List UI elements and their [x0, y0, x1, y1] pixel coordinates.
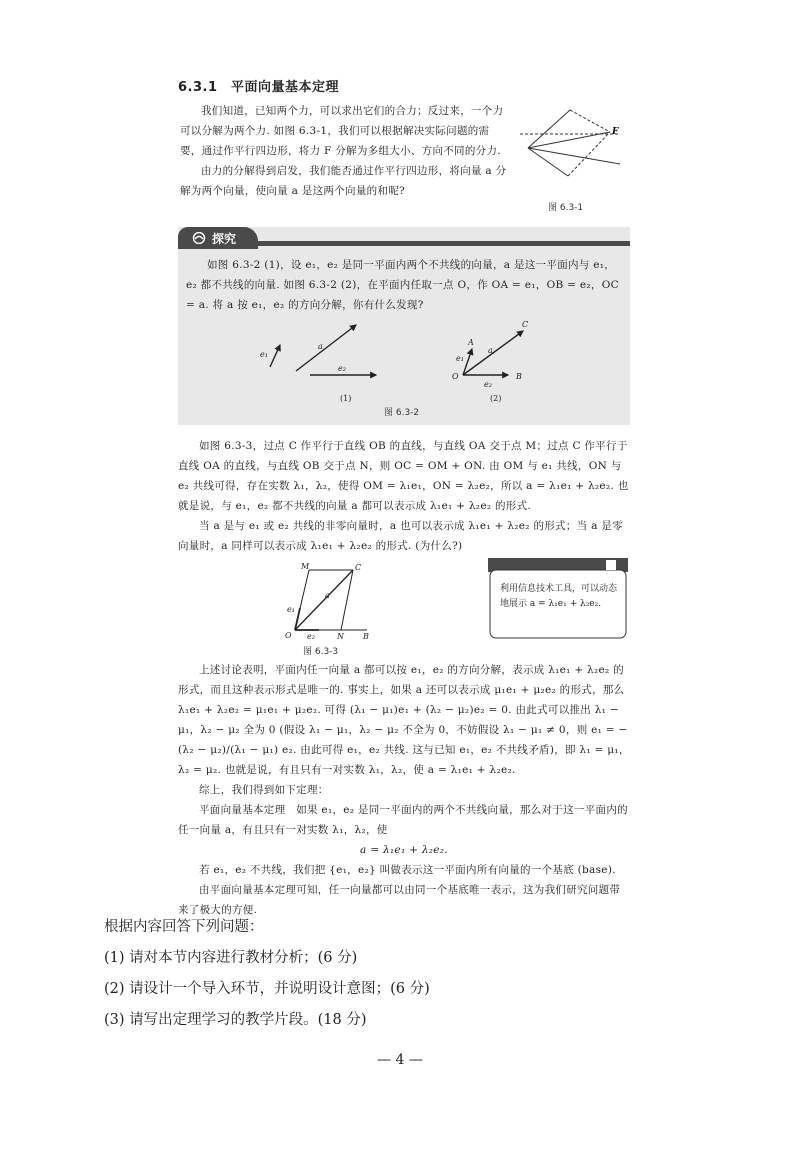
component-down-line	[528, 148, 568, 176]
intro-text	[180, 101, 510, 201]
body-text-2	[178, 436, 630, 556]
vector-a-left	[296, 325, 356, 371]
label-e2-right: e₂	[484, 380, 492, 389]
explore-box	[178, 227, 630, 425]
label-point-b: B	[516, 372, 522, 381]
figure-6-3-3	[283, 560, 373, 640]
explore-tab	[178, 227, 258, 249]
vector-oc	[295, 570, 353, 630]
label-f: F	[612, 127, 619, 137]
side-note-text: 利用信息技术工具，可以动态地展示 a = λ₁e₁ + λ₂e₂.	[500, 584, 618, 609]
label-n: N	[337, 632, 344, 640]
component-right-line	[528, 148, 620, 164]
theorem-equation: a = λ₁e₁ + λ₂e₂.	[360, 844, 448, 856]
page-number: — 4 —	[377, 1052, 423, 1068]
label-point-o: O	[452, 372, 459, 381]
intro-paragraph-2: 由力的分解得到启发，我们能否通过作平行四边形，将向量 a 分解为两个向量，使向量 a 是这两个向量的和呢?	[180, 165, 507, 197]
label-a-left: a	[318, 342, 323, 351]
explore-paragraph: 如图 6.3-2 (1)，设 e₁，e₂ 是同一平面内两个不共线的向量，a 是这一平面内与 e₁，e₂ 都不共线的向量. 如图 6.3-2 (2)，在平面内任取一点 O，作 OA = e₁，OB = e₂，OC = a. 将 a 按 e₁，e₂ 的方向分解，你有什么发现?	[186, 259, 619, 311]
body3-paragraph-2: 综上，我们得到如下定理：	[199, 784, 329, 796]
body2-paragraph-2: 当 a 是与 e₁ 或 e₂ 共线的非零向量时，a 也可以表示成 λ₁e₁ + λ₂e₂ 的形式；当 a 是零向量时，a 同样可以表示成 λ₁e₁ + λ₂e₂ 的形式. (为什么?)	[178, 520, 623, 552]
parallelogram-dash-top	[570, 110, 610, 132]
theorem-statement: 平面向量基本定理 如果 e₁，e₂ 是同一平面内的两个不共线向量，那么对于这一平面内的任一向量 a，有且只有一对实数 λ₁，λ₂，使	[178, 804, 628, 836]
questions-intro: 根据内容回答下列问题：	[104, 919, 264, 935]
explore-icon	[192, 232, 206, 244]
line-cn	[341, 570, 353, 630]
body3-paragraph-5: 由平面向量基本定理可知，任一向量都可以由同一个基底唯一表示，这为我们研究问题带来了极大的方便.	[178, 884, 621, 916]
figure-6-3-2	[258, 317, 558, 407]
body2-paragraph-1: 如图 6.3-3，过点 C 作平行于直线 OB 的直线，与直线 OA 交于点 M；过点 C 作平行于直线 OA 的直线，与直线 OB 交于点 N，则 OC = OM + ON. 由 OM 与 e₁ 共线，ON 与 e₂ 共线可得，存在实数 λ₁，λ₂，使得 OM = λ₁e₁，ON = λ₂e₂，所以 a = λ₁e₁ + λ₂e₂. 也就是说，与 e₁，e₂ 都不共线的向量 a 都可以表示成 λ₁e₁ + λ₂e₂ 的形式.	[178, 440, 629, 512]
question-1: (1) 请对本节内容进行教材分析；(6 分)	[104, 950, 358, 966]
explore-header	[178, 227, 630, 249]
label-e2: e₂	[307, 632, 315, 640]
side-note	[488, 558, 628, 640]
body-text-3	[178, 660, 630, 920]
question-3: (3) 请写出定理学习的教学片段。(18 分)	[104, 1012, 367, 1028]
figure-6-3-1	[520, 100, 630, 210]
label-point-a: A	[468, 338, 474, 347]
figure-6-3-1-caption: 图 6.3-1	[548, 203, 584, 213]
label-b: B	[363, 632, 369, 640]
label-c: C	[355, 563, 362, 572]
label-e1-left: e₁	[260, 350, 268, 359]
label-a-right: a	[488, 346, 493, 355]
label-o: O	[285, 631, 292, 640]
explore-header-bar	[252, 241, 630, 246]
explore-tab-label: 探究	[212, 232, 237, 246]
section-title: 6.3.1 平面向量基本定理	[178, 80, 340, 95]
figure-6-3-2-caption: 图 6.3-2	[384, 408, 420, 418]
label-a: a	[325, 591, 330, 600]
vector-e1-left	[270, 345, 280, 367]
body3-paragraph-1: 上述讨论表明，平面内任一向量 a 都可以按 e₁，e₂ 的方向分解，表示成 λ₁e₁ + λ₂e₂ 的形式，而且这种表示形式是唯一的. 事实上，如果 a 还可以表示成 μ₁e₁ + μ₂e₂ 的形式，那么 λ₁e₁ + λ₂e₂ = μ₁e₁ + μ₂e₂. 可得 (λ₁ − μ₁)e₁ + (λ₂ − μ₂)e₂ = 0. 由此式可以推出 λ₁ − μ₁，λ₂ − μ₂ 全为 0 (假设 λ₁ − μ₁，λ₂ − μ₂ 不全为 0，不妨假设 λ₁ − μ₁ ≠ 0，则 e₁ = −(λ₂ − μ₂)/(λ₁ − μ₁) e₂. 由此可得 e₁，e₂ 共线. 这与已知 e₁，e₂ 不共线矛盾)，即 λ₁ = μ₁，λ₂ = μ₂. 也就是说，有且只有一对实数 λ₁，λ₂，使 a = λ₁e₁ + λ₂e₂.	[178, 664, 630, 776]
figure-6-3-3-caption: 图 6.3-3	[303, 647, 339, 657]
label-point-c: C	[522, 320, 529, 329]
label-e1-right: e₁	[456, 354, 464, 363]
label-m: M	[301, 562, 310, 571]
label-sub1: (1)	[340, 394, 352, 403]
label-e1: e₁	[287, 605, 295, 614]
label-e2-left: e₂	[338, 364, 346, 373]
question-block	[104, 912, 704, 1036]
label-sub2: (2)	[490, 394, 502, 403]
component-up-line	[528, 110, 570, 148]
explore-text	[186, 255, 622, 315]
body3-paragraph-4: 若 e₁，e₂ 不共线，我们把 {e₁，e₂} 叫做表示这一平面内所有向量的一个基底 (base).	[199, 864, 616, 876]
question-2: (2) 请设计一个导入环节，并说明设计意图；(6 分)	[104, 981, 430, 997]
intro-paragraph-1: 我们知道，已知两个力，可以求出它们的合力；反过来，一个力可以分解为两个力. 如图 6.3-1，我们可以根据解决实际问题的需要，通过作平行四边形，将力 F 分解为多组大小、方向不同的分力.	[180, 105, 504, 157]
